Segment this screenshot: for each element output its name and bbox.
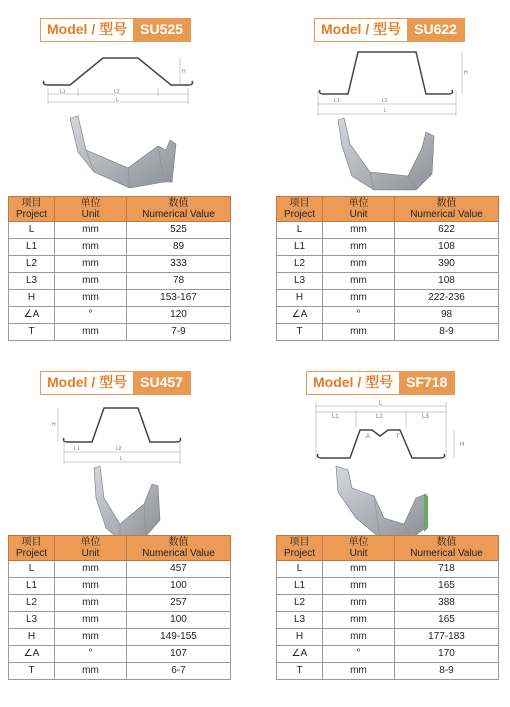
value-cell: 8-9 — [395, 663, 499, 680]
header-text: Numerical Value — [410, 209, 483, 220]
value-cell: 100 — [127, 578, 231, 595]
model-badge — [40, 18, 191, 42]
header-text: Project — [15, 548, 48, 559]
unit-cell: ° — [55, 646, 127, 663]
model-label: Model / 型号 — [47, 374, 128, 390]
value-cell: 165 — [395, 578, 499, 595]
table-row — [9, 578, 231, 595]
header-text: 数值 — [436, 198, 457, 209]
unit-cell: ° — [323, 646, 395, 663]
value-cell: 718 — [395, 561, 499, 578]
pile-photo — [8, 462, 230, 542]
param-cell: L2 — [9, 256, 55, 273]
dim-label-h: H — [52, 422, 56, 428]
unit-cell: mm — [323, 256, 395, 273]
model-badge — [40, 371, 191, 395]
value-cell: 7-9 — [127, 324, 231, 341]
param-cell: L — [277, 561, 323, 578]
dim-label-t: T — [396, 434, 400, 440]
header-value — [127, 197, 231, 222]
dim-label-l2: L2 — [114, 89, 120, 95]
header-text: 单位 — [80, 198, 101, 209]
unit-cell: mm — [55, 290, 127, 307]
param-cell: L3 — [277, 273, 323, 290]
table-row — [277, 578, 499, 595]
value-cell: 8-9 — [395, 324, 499, 341]
table-row — [277, 273, 499, 290]
model-label: Model / 型号 — [313, 374, 394, 390]
param-cell: T — [9, 324, 55, 341]
table-row — [9, 595, 231, 612]
value-cell: 78 — [127, 273, 231, 290]
table-row — [9, 239, 231, 256]
value-cell: 149-155 — [127, 629, 231, 646]
param-cell: H — [9, 290, 55, 307]
table-row — [277, 663, 499, 680]
param-cell: ∠A — [9, 646, 55, 663]
pile-photo — [276, 462, 498, 542]
dim-label-l1: L1 — [332, 414, 339, 420]
header-value — [395, 197, 499, 222]
header-text: Unit — [349, 548, 368, 559]
header-unit — [323, 197, 395, 222]
header-text: Numerical Value — [410, 548, 483, 559]
table-row — [277, 256, 499, 273]
value-cell: 333 — [127, 256, 231, 273]
value-cell: 222-236 — [395, 290, 499, 307]
spec-table — [276, 535, 499, 680]
table-row — [277, 239, 499, 256]
header-value — [395, 536, 499, 561]
param-cell: T — [277, 663, 323, 680]
header-text: 项目 — [21, 198, 42, 209]
spec-table — [8, 535, 231, 680]
pile-photo — [276, 114, 498, 194]
table-row — [9, 222, 231, 239]
dim-label-l1: L1 — [60, 89, 66, 95]
param-cell: L3 — [9, 612, 55, 629]
header-text: Project — [283, 209, 316, 220]
param-cell: T — [9, 663, 55, 680]
unit-cell: mm — [55, 324, 127, 341]
param-cell: L1 — [9, 239, 55, 256]
value-cell: 107 — [127, 646, 231, 663]
value-cell: 89 — [127, 239, 231, 256]
table-row — [9, 290, 231, 307]
param-cell: L2 — [277, 595, 323, 612]
header-text: Unit — [349, 209, 368, 220]
value-cell: 165 — [395, 612, 499, 629]
param-cell: L — [9, 222, 55, 239]
unit-cell: mm — [323, 595, 395, 612]
header-project — [277, 536, 323, 561]
table-row — [277, 612, 499, 629]
header-text: Project — [15, 209, 48, 220]
unit-cell: ° — [323, 307, 395, 324]
param-cell: L — [277, 222, 323, 239]
header-unit — [323, 536, 395, 561]
unit-cell: mm — [323, 663, 395, 680]
model-code: SF718 — [399, 372, 454, 394]
param-cell: L3 — [9, 273, 55, 290]
value-cell: 457 — [127, 561, 231, 578]
param-cell: L2 — [9, 595, 55, 612]
header-text: 单位 — [348, 537, 369, 548]
table-header — [9, 536, 231, 561]
param-cell: ∠A — [277, 307, 323, 324]
table-row — [9, 324, 231, 341]
table-header — [277, 197, 499, 222]
unit-cell: mm — [323, 273, 395, 290]
header-unit — [55, 536, 127, 561]
value-cell: 98 — [395, 307, 499, 324]
header-text: Unit — [81, 548, 100, 559]
unit-cell: mm — [323, 612, 395, 629]
unit-cell: mm — [323, 239, 395, 256]
table-row — [9, 612, 231, 629]
header-text: 数值 — [436, 537, 457, 548]
dim-label-l2: L2 — [376, 414, 383, 420]
param-cell: ∠A — [277, 646, 323, 663]
dim-label-h: H — [460, 442, 465, 448]
header-project — [9, 536, 55, 561]
header-text: Unit — [81, 209, 100, 220]
unit-cell: mm — [55, 578, 127, 595]
value-cell: 170 — [395, 646, 499, 663]
header-project — [277, 197, 323, 222]
model-badge — [314, 18, 465, 42]
header-value — [127, 536, 231, 561]
dim-label-l1: L1 — [334, 98, 340, 104]
unit-cell: mm — [55, 629, 127, 646]
unit-cell: mm — [323, 561, 395, 578]
param-cell: T — [277, 324, 323, 341]
param-cell: H — [277, 290, 323, 307]
model-code: SU525 — [133, 19, 190, 41]
param-cell: L1 — [9, 578, 55, 595]
unit-cell: mm — [55, 256, 127, 273]
model-code: SU457 — [133, 372, 190, 394]
unit-cell: mm — [323, 324, 395, 341]
header-text: 单位 — [348, 198, 369, 209]
model-code: SU622 — [407, 19, 464, 41]
value-cell: 108 — [395, 273, 499, 290]
value-cell: 6-7 — [127, 663, 231, 680]
table-row — [9, 273, 231, 290]
dim-label-l: L — [116, 97, 119, 103]
param-cell: L3 — [277, 612, 323, 629]
dim-label-h: H — [182, 69, 186, 75]
header-text: Numerical Value — [142, 548, 215, 559]
spec-table — [276, 196, 499, 341]
header-text: Numerical Value — [142, 209, 215, 220]
value-cell: 177-183 — [395, 629, 499, 646]
table-row — [277, 629, 499, 646]
value-cell: 622 — [395, 222, 499, 239]
model-badge — [306, 371, 455, 395]
header-text: Project — [283, 548, 316, 559]
value-cell: 120 — [127, 307, 231, 324]
header-text: 数值 — [168, 537, 189, 548]
param-cell: L2 — [277, 256, 323, 273]
unit-cell: mm — [323, 290, 395, 307]
header-text: 项目 — [289, 537, 310, 548]
header-text: 项目 — [289, 198, 310, 209]
table-row — [9, 256, 231, 273]
spec-table — [8, 196, 231, 341]
unit-cell: mm — [55, 222, 127, 239]
table-header — [9, 197, 231, 222]
table-row — [9, 561, 231, 578]
table-row — [9, 646, 231, 663]
dim-label-h: H — [464, 70, 468, 76]
dim-label-a: A — [366, 434, 371, 440]
model-label: Model / 型号 — [47, 21, 128, 37]
dim-label-l2: L2 — [382, 98, 388, 104]
table-header — [277, 536, 499, 561]
value-cell: 108 — [395, 239, 499, 256]
value-cell: 100 — [127, 612, 231, 629]
table-row — [277, 324, 499, 341]
unit-cell: mm — [55, 612, 127, 629]
pile-photo — [8, 110, 230, 190]
param-cell: L1 — [277, 578, 323, 595]
param-cell: H — [9, 629, 55, 646]
table-row — [277, 307, 499, 324]
unit-cell: mm — [323, 578, 395, 595]
param-cell: L1 — [277, 239, 323, 256]
value-cell: 153-167 — [127, 290, 231, 307]
dim-label-l2: L2 — [116, 446, 122, 452]
value-cell: 257 — [127, 595, 231, 612]
table-row — [277, 290, 499, 307]
header-text: 数值 — [168, 198, 189, 209]
header-unit — [55, 197, 127, 222]
model-label: Model / 型号 — [321, 21, 402, 37]
table-row — [9, 663, 231, 680]
table-row — [9, 629, 231, 646]
table-row — [277, 561, 499, 578]
dim-label-l: L — [379, 401, 383, 407]
unit-cell: mm — [55, 595, 127, 612]
param-cell: H — [277, 629, 323, 646]
unit-cell: mm — [55, 239, 127, 256]
unit-cell: mm — [323, 629, 395, 646]
param-cell: L — [9, 561, 55, 578]
dim-label-l: L — [384, 108, 387, 114]
value-cell: 388 — [395, 595, 499, 612]
value-cell: 525 — [127, 222, 231, 239]
table-row — [277, 646, 499, 663]
param-cell: ∠A — [9, 307, 55, 324]
unit-cell: ° — [55, 307, 127, 324]
header-project — [9, 197, 55, 222]
unit-cell: mm — [55, 663, 127, 680]
dim-label-l1: L1 — [74, 446, 80, 452]
unit-cell: mm — [55, 561, 127, 578]
unit-cell: mm — [55, 273, 127, 290]
table-row — [277, 595, 499, 612]
table-row — [9, 307, 231, 324]
table-row — [277, 222, 499, 239]
unit-cell: mm — [323, 222, 395, 239]
header-text: 项目 — [21, 537, 42, 548]
dim-label-l: L — [120, 456, 123, 462]
value-cell: 390 — [395, 256, 499, 273]
dim-label-l3: L3 — [422, 414, 429, 420]
header-text: 单位 — [80, 537, 101, 548]
